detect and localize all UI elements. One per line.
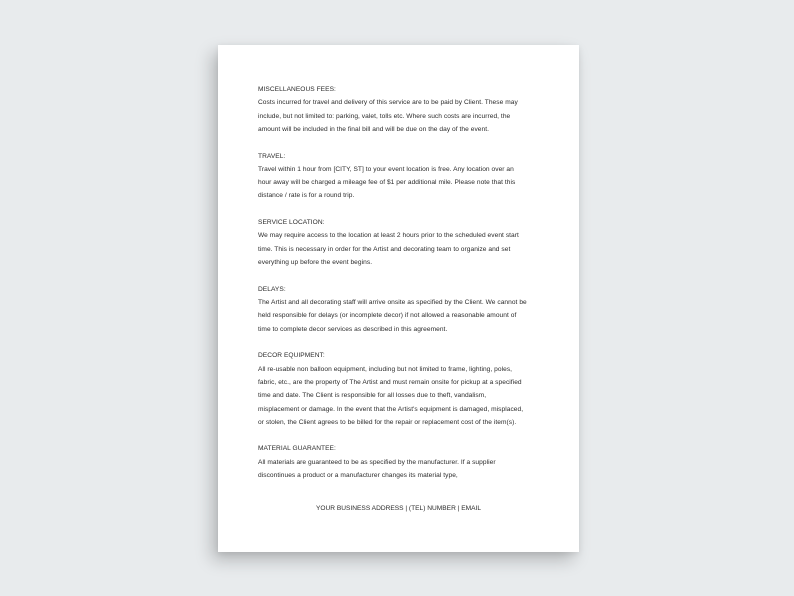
body-line: The Artist and all decorating staff will arrive onsite as specified by the Client. We cannot be [258, 299, 527, 307]
section-heading: DECOR EQUIPMENT: [258, 352, 325, 360]
body-line: misplacement or damage. In the event that the Artist's equipment is damaged, misplaced, [258, 405, 524, 413]
section-body [258, 456, 539, 483]
body-line: time and date. The Client is responsible for all losses due to theft, vandalism, [258, 392, 487, 400]
section-delays [258, 283, 539, 336]
section-body [258, 363, 539, 429]
body-line: discontinues a product or a manufacturer changes its material type, [258, 472, 458, 480]
body-line: time to complete decor services as described in this agreement. [258, 325, 448, 333]
section-body [258, 229, 539, 269]
body-line: All materials are guaranteed to be as specified by the manufacturer. If a supplier [258, 458, 496, 466]
section-body [258, 163, 539, 203]
body-line: Travel within 1 hour from [CITY, ST] to your event location is free. Any location over an [258, 165, 514, 173]
page-footer: YOUR BUSINESS ADDRESS | (TEL) NUMBER | EMAIL [315, 505, 481, 512]
body-line: fabric, etc., are the property of The Artist and must remain onsite for pickup at a specified [258, 378, 522, 386]
body-line: or stolen, the Client agrees to be billed for the repair or replacement cost of the item(s). [258, 418, 517, 426]
section-heading: MISCELLANEOUS FEES: [258, 86, 336, 93]
section-body [258, 296, 539, 336]
body-line: everything up before the event begins. [258, 259, 373, 267]
body-line: Costs incurred for travel and delivery of this service are to be paid by Client. These may [258, 99, 518, 107]
document-page [218, 45, 579, 552]
section-body [258, 96, 539, 136]
body-line: time. This is necessary in order for the Artist and decorating team to organize and set [258, 245, 511, 253]
section-heading: DELAYS: [258, 285, 286, 293]
body-line: held responsible for delays (or incomplete decor) if not allowed a reasonable amount of [258, 312, 517, 320]
body-line: distance / rate is for a round trip. [258, 192, 355, 200]
section-heading: TRAVEL: [258, 152, 286, 160]
body-line: amount will be included in the final bill and will be due on the day of the event. [258, 125, 489, 133]
section-material-guarantee [258, 442, 539, 482]
section-heading: SERVICE LOCATION: [258, 219, 325, 227]
body-line: All re-usable non balloon equipment, including but not limited to frame, lighting, poles, [258, 365, 513, 373]
section-travel [258, 150, 539, 203]
body-line: We may require access to the location at least 2 hours prior to the scheduled event start [258, 232, 519, 240]
section-decor-equipment [258, 349, 539, 429]
body-line: include, but not limited to: parking, valet, tolls etc. Where such costs are incurred, the [258, 112, 511, 120]
section-service-location [258, 216, 539, 269]
section-miscellaneous-fees [258, 83, 539, 136]
section-heading: MATERIAL GUARANTEE: [258, 445, 336, 453]
body-line: hour away will be charged a mileage fee of $1 per additional mile. Please note that this [258, 179, 516, 187]
